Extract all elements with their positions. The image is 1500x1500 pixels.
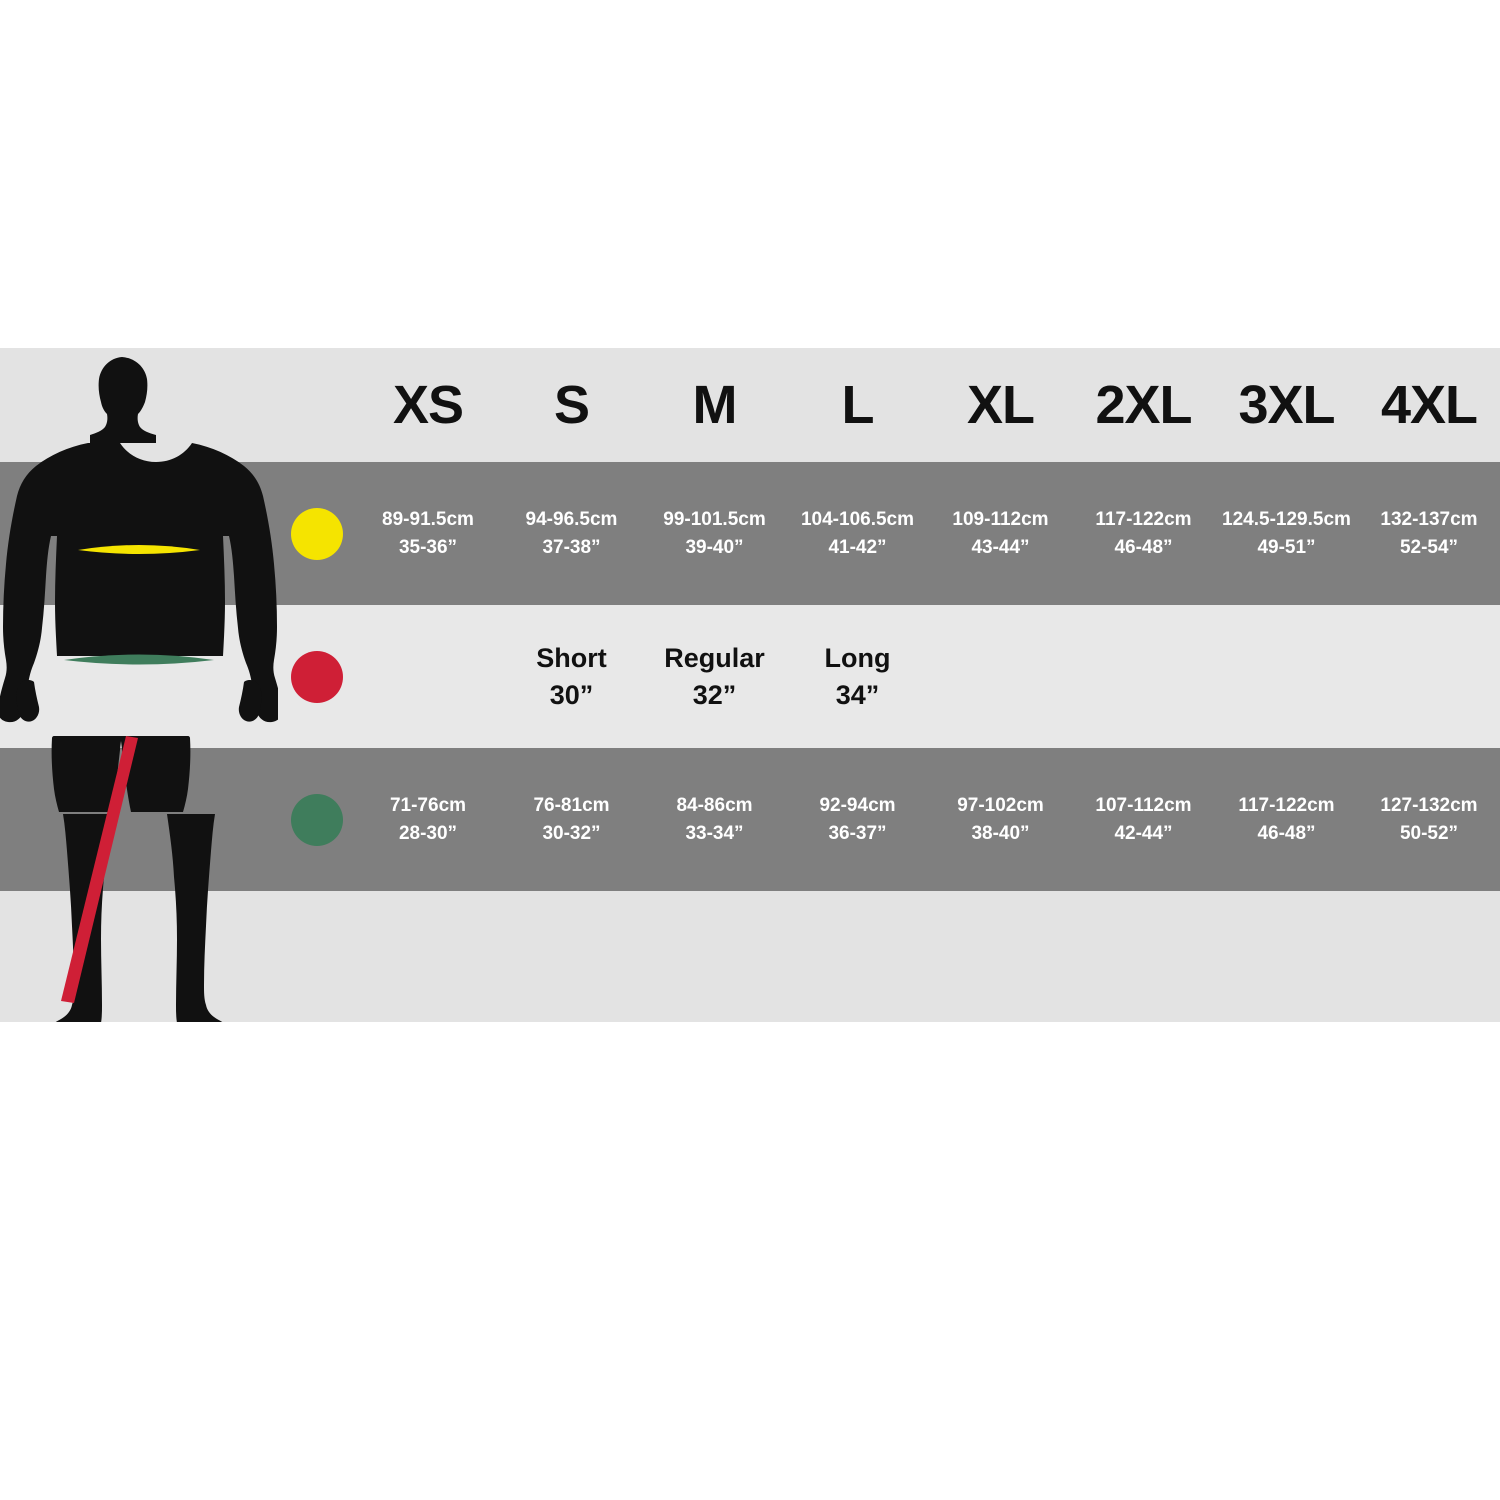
chest-value-xs (356, 462, 500, 605)
column-header-2xl (1072, 348, 1215, 462)
value-label: Regular (664, 643, 765, 674)
chest-value-4xl (1358, 462, 1500, 605)
value-in: 50-52” (1399, 822, 1459, 844)
length-value-xs (356, 605, 500, 748)
footer-cell-4xl (1358, 891, 1500, 1022)
length-value-2xl (1072, 605, 1215, 748)
marker-column-header (278, 348, 356, 462)
value-cm: 117-122cm (1238, 794, 1335, 816)
chest-value-3xl (1215, 462, 1358, 605)
waist-value-xs (356, 748, 500, 891)
value-in: 36-37” (828, 822, 887, 844)
figure-cell-header (0, 348, 278, 462)
value-cm: 94-96.5cm (525, 508, 618, 530)
figure-cell-waist-row (0, 748, 278, 891)
value-in: 28-30” (398, 822, 458, 844)
value-in: 32” (692, 679, 737, 710)
value-in: 43-44” (971, 536, 1030, 558)
marker-column-footer (278, 891, 356, 1022)
value-cm: 97-102cm (957, 794, 1044, 816)
length-value-xl (929, 605, 1072, 748)
value-cm: 124.5-129.5cm (1222, 508, 1351, 530)
footer-cell-xs (356, 891, 500, 1022)
value-in: 46-48” (1114, 536, 1173, 558)
length-value-l (786, 605, 929, 748)
value-cm: 109-112cm (952, 508, 1049, 530)
chest-value-2xl (1072, 462, 1215, 605)
column-header-m (643, 348, 786, 462)
waist-value-m (643, 748, 786, 891)
marker-cell-chest (278, 462, 356, 605)
column-header-label: XL (966, 375, 1034, 435)
length-value-s (500, 605, 643, 748)
length-value-4xl (1358, 605, 1500, 748)
chest-value-s (500, 462, 643, 605)
value-cm: 76-81cm (533, 794, 610, 816)
marker-cell-waist (278, 748, 356, 891)
column-header-label: L (841, 375, 874, 435)
size-chart (0, 348, 1500, 1022)
value-label: Long (824, 643, 891, 674)
value-in: 34” (835, 679, 880, 710)
waist-marker-icon (291, 794, 343, 846)
value-in: 38-40” (971, 822, 1030, 844)
column-header-xs (356, 348, 500, 462)
value-in: 30-32” (542, 822, 601, 844)
chest-value-l (786, 462, 929, 605)
value-cm: 89-91.5cm (382, 508, 474, 530)
value-cm: 84-86cm (676, 794, 753, 816)
length-value-3xl (1215, 605, 1358, 748)
chest-marker-icon (291, 508, 343, 560)
figure-cell-footer (0, 891, 278, 1022)
waist-value-4xl (1358, 748, 1500, 891)
footer-cell-2xl (1072, 891, 1215, 1022)
value-in: 42-44” (1114, 822, 1173, 844)
value-in: 37-38” (542, 536, 601, 558)
value-in: 41-42” (828, 536, 887, 558)
value-in: 52-54” (1399, 536, 1459, 558)
column-header-4xl (1358, 348, 1500, 462)
column-header-xl (929, 348, 1072, 462)
length-value-m (643, 605, 786, 748)
chest-value-m (643, 462, 786, 605)
column-header-label: 4XL (1380, 375, 1478, 435)
value-cm: 92-94cm (819, 794, 896, 816)
column-header-3xl (1215, 348, 1358, 462)
waist-value-l (786, 748, 929, 891)
column-header-label: XS (392, 375, 464, 435)
value-in: 33-34” (685, 822, 744, 844)
value-cm: 104-106.5cm (800, 508, 915, 530)
value-in: 49-51” (1257, 536, 1316, 558)
column-header-label: 2XL (1095, 375, 1192, 435)
marker-cell-length (278, 605, 356, 748)
value-in: 35-36” (398, 536, 458, 558)
value-in: 39-40” (685, 536, 744, 558)
waist-value-3xl (1215, 748, 1358, 891)
value-cm: 117-122cm (1095, 508, 1192, 530)
footer-cell-l (786, 891, 929, 1022)
footer-cell-s (500, 891, 643, 1022)
value-cm: 99-101.5cm (663, 508, 766, 530)
value-cm: 71-76cm (389, 794, 467, 816)
value-cm: 127-132cm (1380, 794, 1478, 816)
figure-cell-chest-row (0, 462, 278, 605)
waist-value-2xl (1072, 748, 1215, 891)
waist-value-s (500, 748, 643, 891)
column-header-l (786, 348, 929, 462)
value-cm: 107-112cm (1095, 794, 1192, 816)
value-label: Short (536, 643, 607, 674)
length-marker-icon (291, 651, 343, 703)
column-header-label: 3XL (1238, 375, 1335, 435)
waist-value-xl (929, 748, 1072, 891)
size-chart-grid (0, 348, 1500, 1022)
column-header-s (500, 348, 643, 462)
chest-value-xl (929, 462, 1072, 605)
column-header-label: S (553, 375, 590, 435)
value-cm: 132-137cm (1380, 508, 1478, 530)
column-header-label: M (692, 375, 737, 435)
value-in: 46-48” (1257, 822, 1316, 844)
figure-cell-length-row (0, 605, 278, 748)
footer-cell-xl (929, 891, 1072, 1022)
footer-cell-m (643, 891, 786, 1022)
value-in: 30” (549, 679, 594, 710)
footer-cell-3xl (1215, 891, 1358, 1022)
